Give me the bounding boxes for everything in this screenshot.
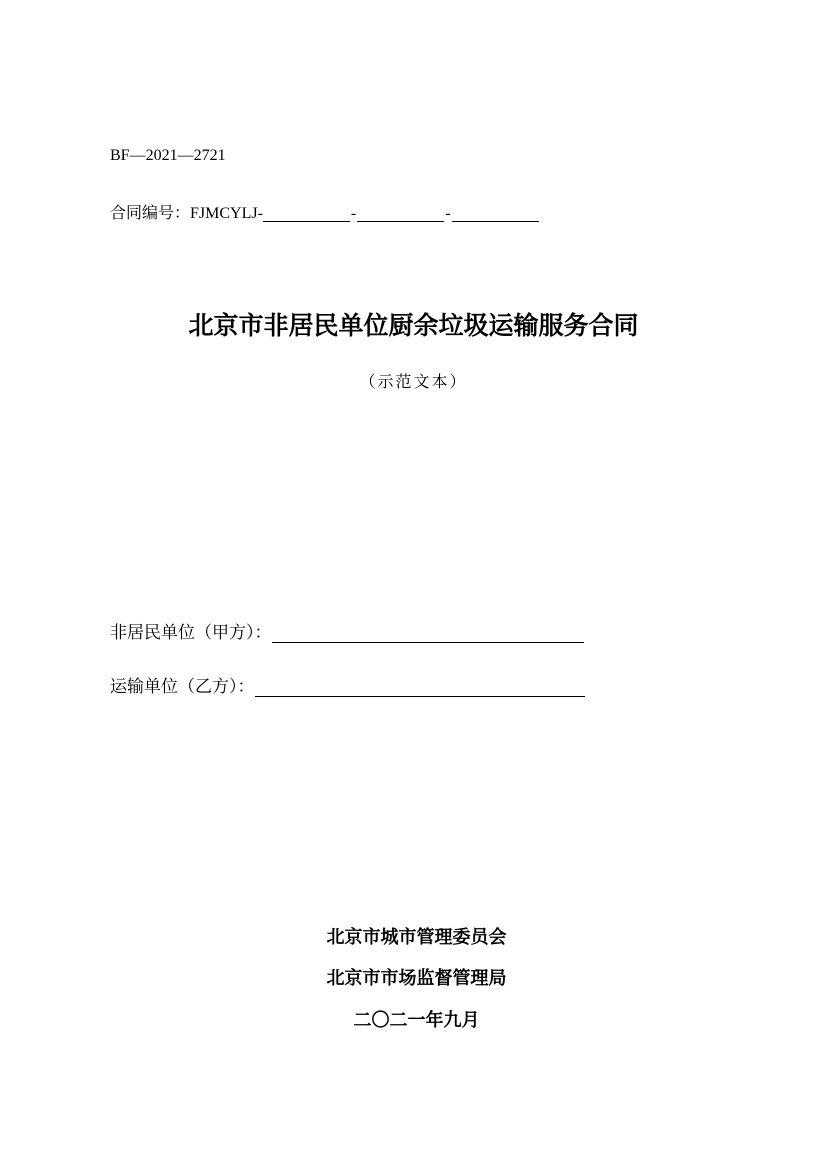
issue-date: 二〇二一年九月 [353,1010,480,1031]
contract-number-separator-2: - [445,205,451,222]
document-title: 北京市非居民单位厨余垃圾运输服务合同 [188,311,639,340]
issuer-2: 北京市市场监督管理局 [326,968,507,989]
party-b-blank[interactable] [255,678,585,697]
issuer-1: 北京市城市管理委员会 [326,927,507,948]
contract-number-blank-3[interactable] [452,204,539,222]
contract-number-blank-1[interactable] [263,204,350,222]
contract-number-label: 合同编号： [110,203,191,222]
party-b-label: 运输单位（乙方）： [110,677,255,697]
contract-number-separator-1: - [350,205,357,222]
contract-number-line [110,200,539,223]
document-code: BF—2021—2721 [110,147,226,164]
contract-number-blank-2[interactable] [357,204,444,222]
party-b-line [110,672,585,697]
contract-number-prefix: FJMCYLJ- [190,205,263,222]
party-a-line [110,618,584,643]
document-subtitle: （示范文本） [359,372,468,391]
party-a-blank[interactable] [272,624,584,643]
party-a-label: 非居民单位（甲方）： [110,623,272,643]
